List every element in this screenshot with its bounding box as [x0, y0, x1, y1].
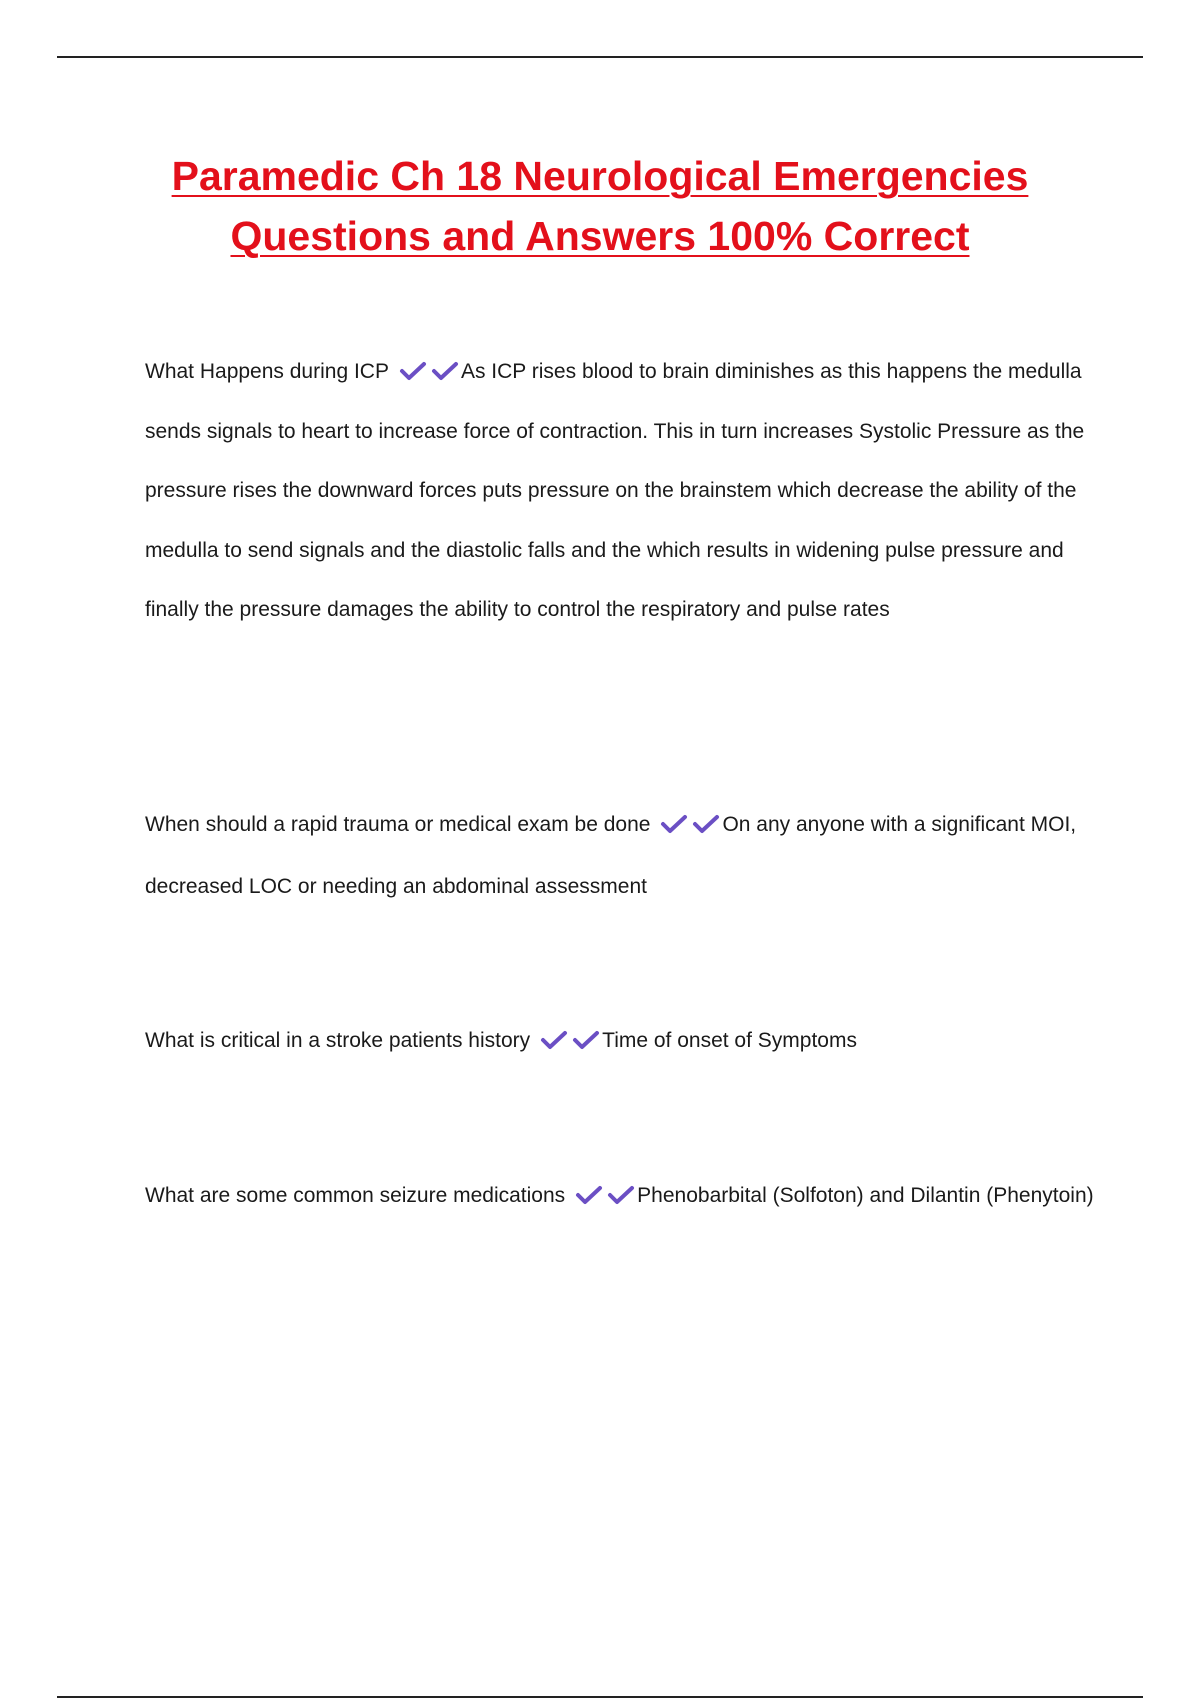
answer-text: Phenobarbital (Solfoton) and Dilantin (Phenytoin) [637, 1184, 1094, 1207]
checkmark-icon [660, 814, 688, 834]
title-line-1: Paramedic Ch 18 Neurological Emergencies [171, 153, 1029, 199]
question-text: When should a rapid trauma or medical exam be done [145, 813, 651, 836]
qa-item [145, 342, 1095, 640]
qa-item [145, 1011, 1095, 1071]
bottom-rule [57, 1696, 1143, 1698]
question-text: What is critical in a stroke patients history [145, 1029, 531, 1052]
top-rule [57, 56, 1143, 58]
answer-text: On any anyone with a significant MOI, decreased LOC or needing an abdominal assessment [145, 813, 1077, 898]
question-text: What Happens during ICP [145, 360, 389, 383]
checkmark-icon [575, 1185, 603, 1205]
answer-text: Time of onset of Symptoms [602, 1029, 857, 1052]
qa-item [145, 1165, 1095, 1227]
answer-text: As ICP rises blood to brain diminishes as this happens the medulla sends signals to heart to increase force of contraction. This in turn increases Systolic Pressure as the pressure rises the downward forces puts pressure on the brainstem which decrease the ability of the medulla to send signals and the diastolic falls and the which results in widening pulse pressure and finally the pressure damages the ability to control the respiratory and pulse rates [145, 360, 1085, 621]
checkmark-icon [431, 361, 459, 381]
checkmark-icon [572, 1030, 600, 1050]
title-line-2: Questions and Answers 100% Correct [230, 213, 970, 259]
checkmark-icon [399, 361, 427, 381]
checkmark-icon [540, 1030, 568, 1050]
qa-item [145, 794, 1095, 918]
document-title [100, 146, 1100, 266]
checkmark-icon [692, 814, 720, 834]
question-text: What are some common seizure medications [145, 1184, 566, 1207]
checkmark-icon [607, 1185, 635, 1205]
